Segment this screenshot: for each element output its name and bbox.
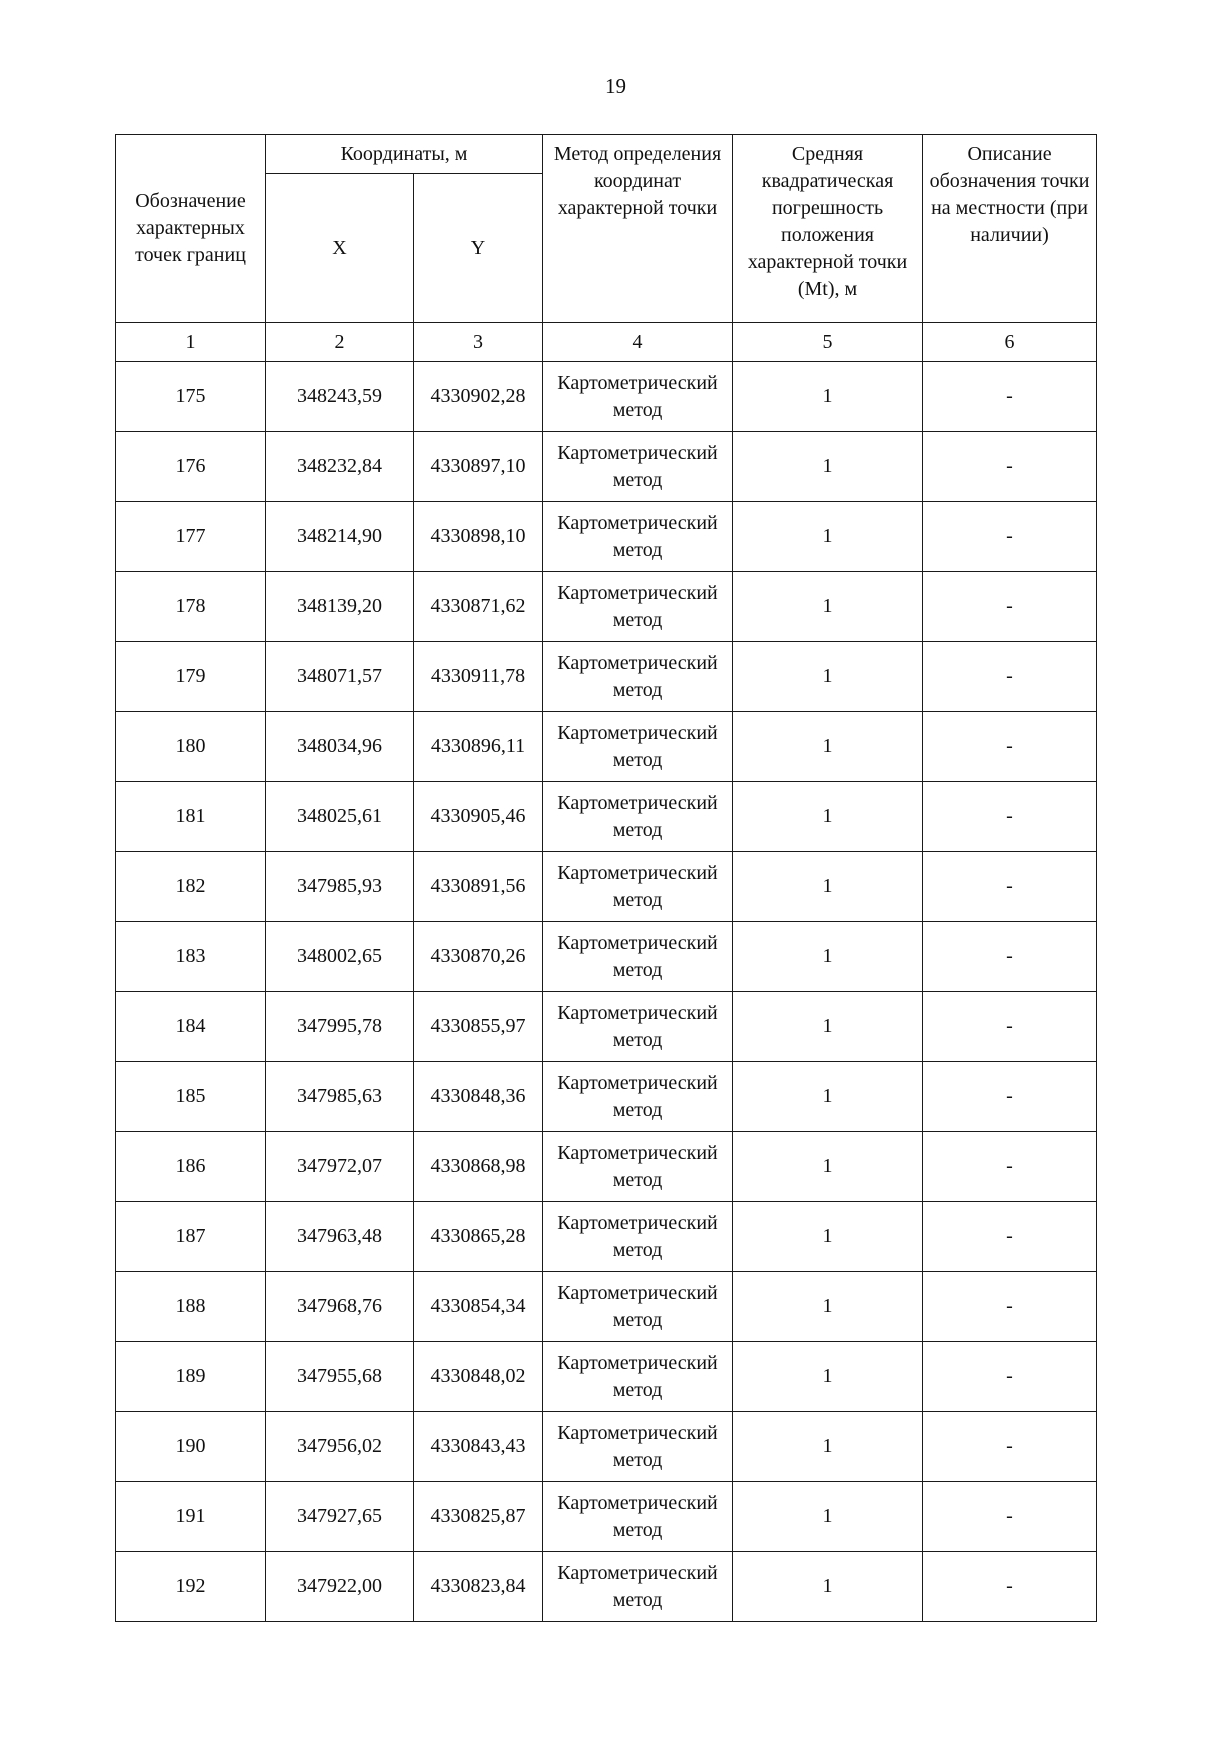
table-row: [116, 432, 1097, 502]
method-line-2: метод: [612, 678, 663, 701]
x-coordinate-cell: 347963,48: [266, 1202, 414, 1272]
method-line-2: метод: [612, 1588, 663, 1611]
point-id-cell: 181: [116, 782, 266, 852]
method-line-1: Картометрический: [557, 931, 718, 954]
method-line-2: метод: [612, 1378, 663, 1401]
error-cell: 1: [733, 362, 923, 432]
y-coordinate-cell: 4330823,84: [414, 1552, 543, 1622]
error-cell: 1: [733, 642, 923, 712]
description-cell: -: [923, 1132, 1097, 1202]
method-line-2: метод: [612, 398, 663, 421]
y-coordinate-cell: 4330848,36: [414, 1062, 543, 1132]
method-line-1: Картометрический: [557, 1071, 718, 1094]
point-id-cell: 177: [116, 502, 266, 572]
point-id-cell: 187: [116, 1202, 266, 1272]
point-id-cell: 189: [116, 1342, 266, 1412]
method-line-2: метод: [612, 1308, 663, 1331]
method-line-1: Картометрический: [557, 441, 718, 464]
method-cell: [543, 852, 733, 922]
table-body: [116, 362, 1097, 1622]
error-cell: 1: [733, 712, 923, 782]
x-coordinate-cell: 348243,59: [266, 362, 414, 432]
y-coordinate-cell: 4330825,87: [414, 1482, 543, 1552]
method-line-2: метод: [612, 608, 663, 631]
table-row: [116, 572, 1097, 642]
point-id-cell: 183: [116, 922, 266, 992]
description-cell: -: [923, 1552, 1097, 1622]
method-cell: [543, 1062, 733, 1132]
y-coordinate-cell: 4330897,10: [414, 432, 543, 502]
description-cell: -: [923, 1272, 1097, 1342]
point-id-cell: 192: [116, 1552, 266, 1622]
method-line-1: Картометрический: [557, 371, 718, 394]
column-number: 5: [733, 323, 923, 362]
x-coordinate-cell: 347927,65: [266, 1482, 414, 1552]
point-id-cell: 184: [116, 992, 266, 1062]
method-cell: [543, 642, 733, 712]
point-id-cell: 186: [116, 1132, 266, 1202]
y-coordinate-cell: 4330843,43: [414, 1412, 543, 1482]
method-line-1: Картометрический: [557, 1281, 718, 1304]
error-cell: 1: [733, 992, 923, 1062]
point-id-cell: 188: [116, 1272, 266, 1342]
table-row: [116, 1482, 1097, 1552]
y-coordinate-cell: 4330911,78: [414, 642, 543, 712]
column-number: 4: [543, 323, 733, 362]
x-coordinate-cell: 347922,00: [266, 1552, 414, 1622]
method-cell: [543, 782, 733, 852]
table-row: [116, 642, 1097, 712]
method-line-1: Картометрический: [557, 1001, 718, 1024]
method-cell: [543, 362, 733, 432]
column-number: 1: [116, 323, 266, 362]
error-cell: 1: [733, 782, 923, 852]
error-cell: 1: [733, 1062, 923, 1132]
point-id-cell: 175: [116, 362, 266, 432]
point-id-cell: 191: [116, 1482, 266, 1552]
method-line-1: Картометрический: [557, 651, 718, 674]
method-cell: [543, 432, 733, 502]
y-coordinate-cell: 4330898,10: [414, 502, 543, 572]
method-line-1: Картометрический: [557, 1141, 718, 1164]
method-line-1: Картометрический: [557, 1211, 718, 1234]
method-line-2: метод: [612, 1028, 663, 1051]
method-line-2: метод: [612, 888, 663, 911]
table-row: [116, 782, 1097, 852]
column-number: 3: [414, 323, 543, 362]
description-cell: -: [923, 852, 1097, 922]
x-coordinate-cell: 347995,78: [266, 992, 414, 1062]
header-x: X: [266, 174, 414, 323]
y-coordinate-cell: 4330868,98: [414, 1132, 543, 1202]
method-line-2: метод: [612, 1448, 663, 1471]
table-row: [116, 1132, 1097, 1202]
method-line-1: Картометрический: [557, 1351, 718, 1374]
table-row: [116, 1202, 1097, 1272]
description-cell: -: [923, 1342, 1097, 1412]
column-number: 6: [923, 323, 1097, 362]
x-coordinate-cell: 348002,65: [266, 922, 414, 992]
column-number: 2: [266, 323, 414, 362]
method-cell: [543, 1412, 733, 1482]
method-cell: [543, 1342, 733, 1412]
y-coordinate-cell: 4330902,28: [414, 362, 543, 432]
header-description: Описание обозначения точки на местности (при наличии): [923, 135, 1097, 323]
table-row: [116, 1062, 1097, 1132]
x-coordinate-cell: 347985,93: [266, 852, 414, 922]
header-designation: Обозначение характерных точек границ: [116, 135, 266, 323]
error-cell: 1: [733, 1552, 923, 1622]
point-id-cell: 178: [116, 572, 266, 642]
error-cell: 1: [733, 1272, 923, 1342]
x-coordinate-cell: 348025,61: [266, 782, 414, 852]
method-line-1: Картометрический: [557, 511, 718, 534]
method-cell: [543, 712, 733, 782]
description-cell: -: [923, 362, 1097, 432]
header-coordinates: Координаты, м: [266, 135, 543, 174]
method-cell: [543, 1132, 733, 1202]
method-cell: [543, 1272, 733, 1342]
page-number: 19: [605, 74, 626, 98]
method-line-1: Картометрический: [557, 791, 718, 814]
error-cell: 1: [733, 1482, 923, 1552]
description-cell: -: [923, 432, 1097, 502]
y-coordinate-cell: 4330896,11: [414, 712, 543, 782]
error-cell: 1: [733, 1342, 923, 1412]
method-line-1: Картометрический: [557, 581, 718, 604]
point-id-cell: 185: [116, 1062, 266, 1132]
method-cell: [543, 922, 733, 992]
point-id-cell: 180: [116, 712, 266, 782]
description-cell: -: [923, 782, 1097, 852]
table-row: [116, 992, 1097, 1062]
error-cell: 1: [733, 1202, 923, 1272]
method-line-1: Картометрический: [557, 1561, 718, 1584]
method-line-2: метод: [612, 1168, 663, 1191]
header-method: Метод определения координат характерной точки: [543, 135, 733, 323]
method-cell: [543, 502, 733, 572]
x-coordinate-cell: 348071,57: [266, 642, 414, 712]
description-cell: -: [923, 1062, 1097, 1132]
point-id-cell: 182: [116, 852, 266, 922]
method-line-1: Картометрический: [557, 1491, 718, 1514]
x-coordinate-cell: 347972,07: [266, 1132, 414, 1202]
description-cell: -: [923, 642, 1097, 712]
table-row: [116, 1552, 1097, 1622]
x-coordinate-cell: 348214,90: [266, 502, 414, 572]
description-cell: -: [923, 572, 1097, 642]
method-line-2: метод: [612, 958, 663, 981]
method-cell: [543, 992, 733, 1062]
error-cell: 1: [733, 1132, 923, 1202]
header-y: Y: [414, 174, 543, 323]
method-line-2: метод: [612, 748, 663, 771]
description-cell: -: [923, 1202, 1097, 1272]
method-line-2: метод: [612, 538, 663, 561]
table-row: [116, 852, 1097, 922]
point-id-cell: 176: [116, 432, 266, 502]
table-row: [116, 1412, 1097, 1482]
column-number-row: [116, 323, 1097, 362]
method-line-2: метод: [612, 1518, 663, 1541]
table-row: [116, 1342, 1097, 1412]
y-coordinate-cell: 4330870,26: [414, 922, 543, 992]
table-row: [116, 712, 1097, 782]
description-cell: -: [923, 1482, 1097, 1552]
y-coordinate-cell: 4330848,02: [414, 1342, 543, 1412]
x-coordinate-cell: 347956,02: [266, 1412, 414, 1482]
error-cell: 1: [733, 502, 923, 572]
x-coordinate-cell: 347985,63: [266, 1062, 414, 1132]
method-cell: [543, 1202, 733, 1272]
method-cell: [543, 1482, 733, 1552]
error-cell: 1: [733, 852, 923, 922]
error-cell: 1: [733, 922, 923, 992]
point-id-cell: 179: [116, 642, 266, 712]
error-cell: 1: [733, 432, 923, 502]
description-cell: -: [923, 712, 1097, 782]
x-coordinate-cell: 347968,76: [266, 1272, 414, 1342]
method-line-2: метод: [612, 818, 663, 841]
table-row: [116, 922, 1097, 992]
table-row: [116, 362, 1097, 432]
point-id-cell: 190: [116, 1412, 266, 1482]
method-line-1: Картометрический: [557, 1421, 718, 1444]
y-coordinate-cell: 4330891,56: [414, 852, 543, 922]
method-line-2: метод: [612, 468, 663, 491]
y-coordinate-cell: 4330854,34: [414, 1272, 543, 1342]
x-coordinate-cell: 348139,20: [266, 572, 414, 642]
table-row: [116, 1272, 1097, 1342]
header-error: Средняя квадратическая погрешность положения характерной точки (Mt), м: [733, 135, 923, 323]
error-cell: 1: [733, 1412, 923, 1482]
boundary-points-table: [115, 134, 1097, 1622]
y-coordinate-cell: 4330865,28: [414, 1202, 543, 1272]
error-cell: 1: [733, 572, 923, 642]
x-coordinate-cell: 347955,68: [266, 1342, 414, 1412]
method-line-1: Картометрический: [557, 861, 718, 884]
description-cell: -: [923, 992, 1097, 1062]
y-coordinate-cell: 4330855,97: [414, 992, 543, 1062]
y-coordinate-cell: 4330905,46: [414, 782, 543, 852]
description-cell: -: [923, 502, 1097, 572]
x-coordinate-cell: 348232,84: [266, 432, 414, 502]
method-line-2: метод: [612, 1098, 663, 1121]
description-cell: -: [923, 1412, 1097, 1482]
x-coordinate-cell: 348034,96: [266, 712, 414, 782]
method-cell: [543, 572, 733, 642]
description-cell: -: [923, 922, 1097, 992]
y-coordinate-cell: 4330871,62: [414, 572, 543, 642]
table-row: [116, 502, 1097, 572]
method-line-2: метод: [612, 1238, 663, 1261]
method-cell: [543, 1552, 733, 1622]
method-line-1: Картометрический: [557, 721, 718, 744]
